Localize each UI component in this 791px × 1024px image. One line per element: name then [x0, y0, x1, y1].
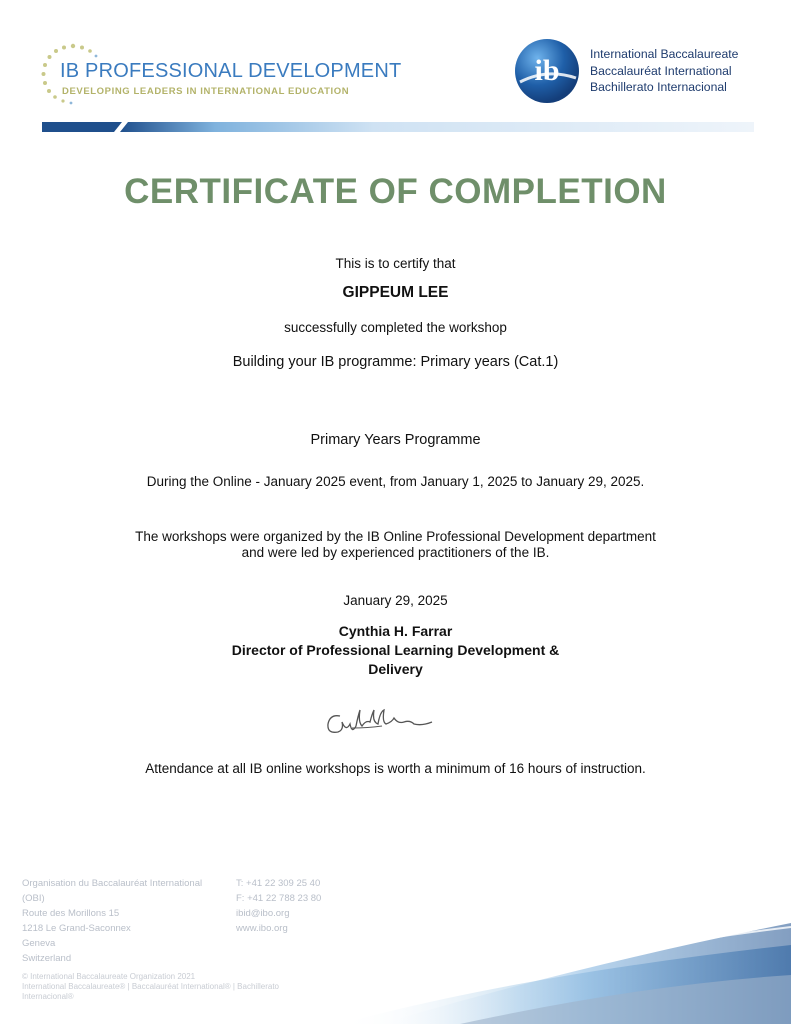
ib-logo-lines [590, 46, 738, 96]
website-link[interactable]: www.ibo.org [236, 923, 288, 934]
attendance-note: Attendance at all IB online workshops is worth a minimum of 16 hours of instruction. [145, 761, 646, 776]
event-details: During the Online - January 2025 event, from January 1, 2025 to January 29, 2025. [146, 474, 645, 489]
recipient-name: GIPPEUM LEE [342, 284, 449, 301]
programme-name: Primary Years Programme [310, 432, 481, 448]
ib-logo-line-fr: Baccalauréat International [590, 63, 732, 78]
workshop-title: Building your IB programme: Primary years (Cat.1) [232, 354, 559, 370]
ib-professional-development-logo [38, 40, 402, 110]
ib-logo-line-es: Bachillerato Internacional [590, 80, 727, 94]
footer-address [22, 876, 227, 966]
ib-logo-line-en: International Baccalaureate [590, 47, 739, 61]
footer-copyright [22, 972, 322, 1002]
ib-logo [514, 38, 764, 108]
certify-intro: This is to certify that [335, 256, 456, 271]
pd-logo-title: IB PROFESSIONAL DEVELOPMENT [60, 60, 402, 82]
pd-logo-subtitle: DEVELOPING LEADERS IN INTERNATIONAL EDUCATION [62, 86, 350, 97]
fax-number: F: +41 22 788 23 80 [236, 893, 322, 904]
organized-line-2: and were led by experienced practitioners of the IB. [241, 545, 550, 560]
address-line: 1218 Le Grand-Saconnex [22, 923, 131, 934]
ib-mark: ib [534, 54, 560, 87]
header-band [42, 118, 754, 132]
phone-number: T: +41 22 309 25 40 [236, 878, 321, 889]
address-line: Organisation du Baccalauréat International [22, 878, 203, 889]
certificate-date: January 29, 2025 [343, 593, 448, 608]
signer-name: Cynthia H. Farrar [338, 623, 453, 639]
address-line: Geneva [22, 938, 56, 949]
copyright-line-1: © International Baccalaureate Organization 2021 [22, 972, 196, 981]
certificate-title: CERTIFICATE OF COMPLETION [124, 172, 667, 211]
signature-image [322, 702, 452, 742]
ib-globe-icon [514, 38, 580, 104]
footer-contact [236, 876, 356, 936]
signer-title-line-1: Director of Professional Learning Development & [231, 642, 560, 658]
address-line: Route des Morillons 15 [22, 908, 120, 919]
signer-title-line-2: Delivery [368, 661, 423, 677]
completed-text: successfully completed the workshop [284, 320, 507, 335]
copyright-line-2: International Baccalaureate® | Baccalauréat International® | Bachillerato [22, 982, 279, 991]
footer-wave-graphic [340, 905, 791, 1024]
organized-line-1: The workshops were organized by the IB Online Professional Development department [135, 529, 656, 544]
copyright-line-3: Internacional® [22, 992, 74, 1001]
address-line: Switzerland [22, 953, 72, 964]
email-link[interactable]: ibid@ibo.org [236, 908, 290, 919]
address-line: (OBI) [22, 893, 45, 904]
